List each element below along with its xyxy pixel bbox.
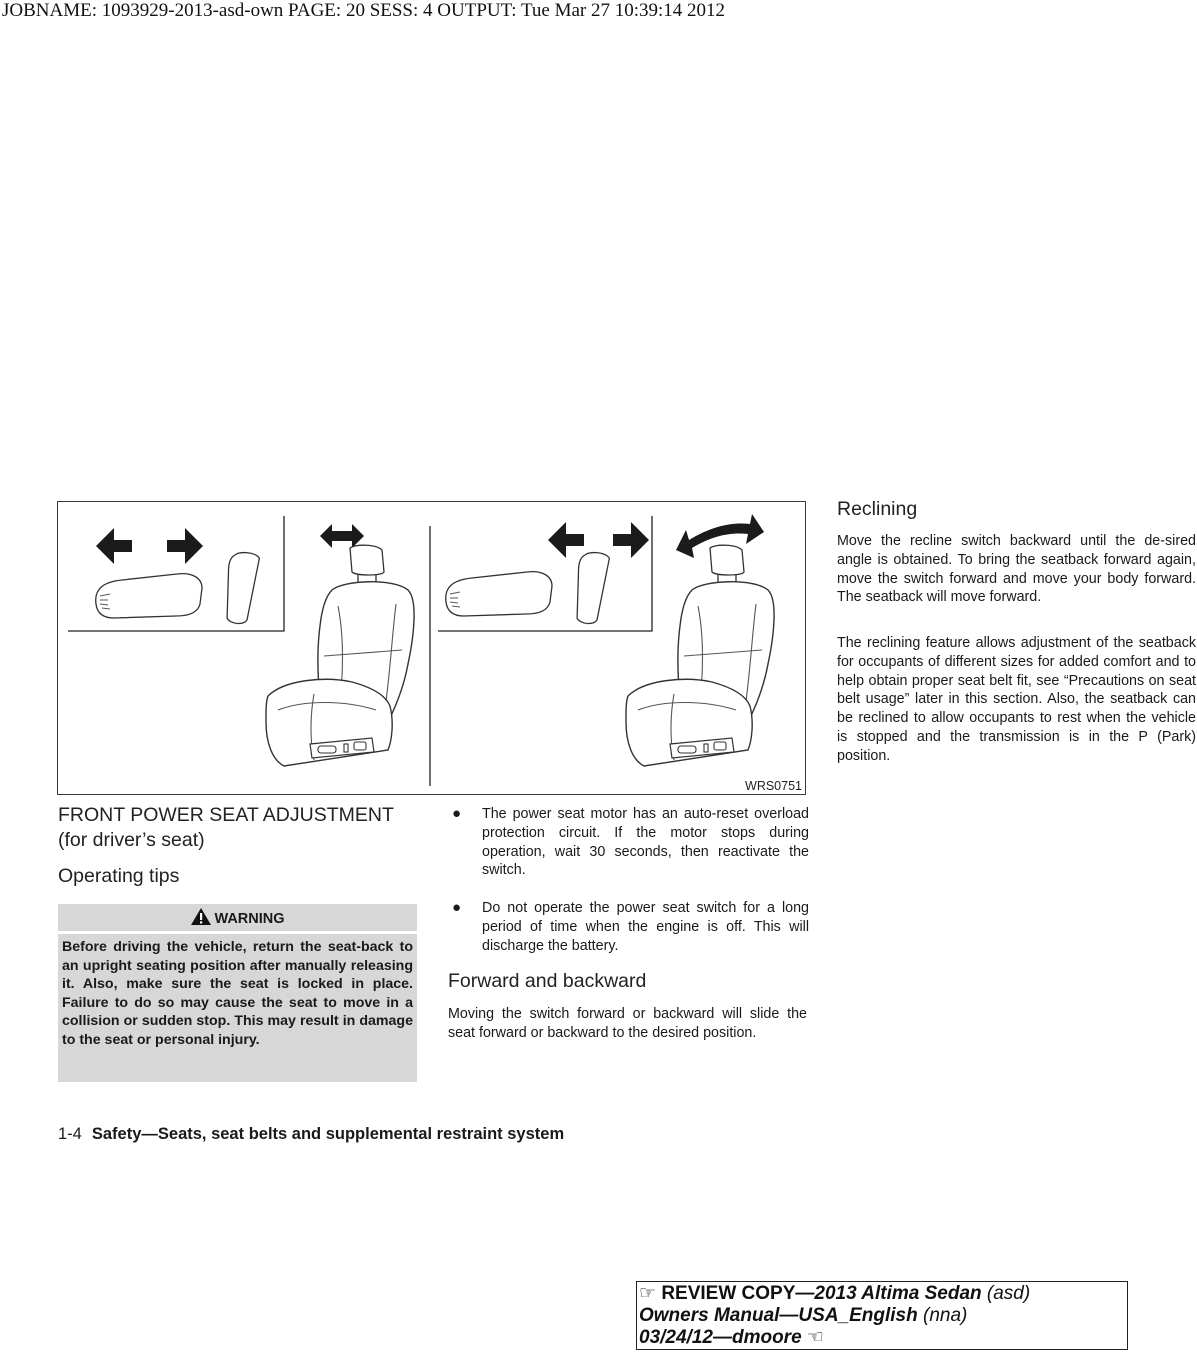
seatback-icon xyxy=(575,551,610,624)
review-copy-box xyxy=(636,1281,1128,1350)
seat-cushion-icon xyxy=(96,574,202,618)
list-item xyxy=(452,899,810,959)
reclining-paragraph-2: The reclining feature allows adjustment of the seatback for occupants of different sizes for added comfort and to help obtain proper seat belt fit, see “Precautions on seat belt usage” later in this section. Also, the seatback can be reclined to allow occupants to rest when the vehicle is stopped and the transmission is in the P (Park) position. xyxy=(837,635,1196,764)
reclining-paragraph-1: Move the recline switch backward until the de-sired angle is obtained. To bring the seatback forward again, move the switch forward and move your body forward. The seatback will move forward. xyxy=(837,533,1196,606)
review-date-author: 03/24/12—dmoore xyxy=(639,1327,802,1348)
warning-text: Before driving the vehicle, return the seat-back to an upright seating position after manually releasing it. Also, make sure the seat is locked in place. Failure to do so may cause the seat to move in a collision or sudden stop. This may result in damage to the seat or personal injury. xyxy=(58,934,417,1082)
review-vehicle: 2013 Altima Sedan xyxy=(814,1283,982,1304)
warning-header xyxy=(58,904,417,931)
page-footer xyxy=(58,1125,564,1144)
reclining-heading: Reclining xyxy=(837,498,918,520)
illustration-drawing xyxy=(58,502,807,796)
seat-adjustment-illustration xyxy=(57,501,806,795)
seat-cushion-icon xyxy=(446,572,552,616)
bullet-text: Do not operate the power seat switch for a long period of time when the engine is off. This will discharge the battery. xyxy=(482,900,809,954)
forward-backward-text: Moving the switch forward or backward will slide the seat forward or backward to the desired position. xyxy=(448,1006,807,1041)
bullet-icon: ● xyxy=(452,805,462,822)
arrow-right-icon xyxy=(167,528,203,564)
review-copy-label: REVIEW COPY— xyxy=(661,1283,815,1304)
footer-title: Safety—Seats, seat belts and supplemental restraint system xyxy=(91,1125,565,1143)
seat-icon xyxy=(626,545,774,766)
figure-code: WRS0751 xyxy=(745,779,802,793)
page-number: 1-4 xyxy=(58,1125,82,1143)
review-vehicle-code: (asd) xyxy=(981,1283,1031,1304)
bullet-text: The power seat motor has an auto-reset overload protection circuit. If the motor stops during operation, wait 30 seconds, then reactivate the switch. xyxy=(482,806,809,879)
job-header: JOBNAME: 1093929-2013-asd-own PAGE: 20 SESS: 4 OUTPUT: Tue Mar 27 10:39:14 2012 xyxy=(2,0,726,21)
arrow-left-icon xyxy=(548,522,584,558)
pointing-hand-left-icon: ☜ xyxy=(806,1327,824,1348)
seatback-icon xyxy=(225,551,260,624)
pointing-hand-icon: ☞ xyxy=(639,1283,657,1304)
arrow-right-icon xyxy=(613,522,649,558)
section-title: FRONT POWER SEAT ADJUSTMENT xyxy=(58,804,394,826)
list-item xyxy=(452,805,810,885)
review-manual-code: (nna) xyxy=(917,1305,968,1326)
double-arrow-icon xyxy=(320,524,364,548)
bullet-icon: ● xyxy=(452,899,462,916)
seat-icon xyxy=(266,545,414,766)
warning-icon xyxy=(190,907,212,926)
operating-tips-heading: Operating tips xyxy=(58,865,180,887)
section-subtitle: (for driver’s seat) xyxy=(58,829,205,851)
arrow-left-icon xyxy=(96,528,132,564)
forward-backward-heading: Forward and backward xyxy=(448,970,647,992)
warning-label: WARNING xyxy=(214,911,285,927)
review-manual: Owners Manual—USA_English xyxy=(639,1305,918,1326)
